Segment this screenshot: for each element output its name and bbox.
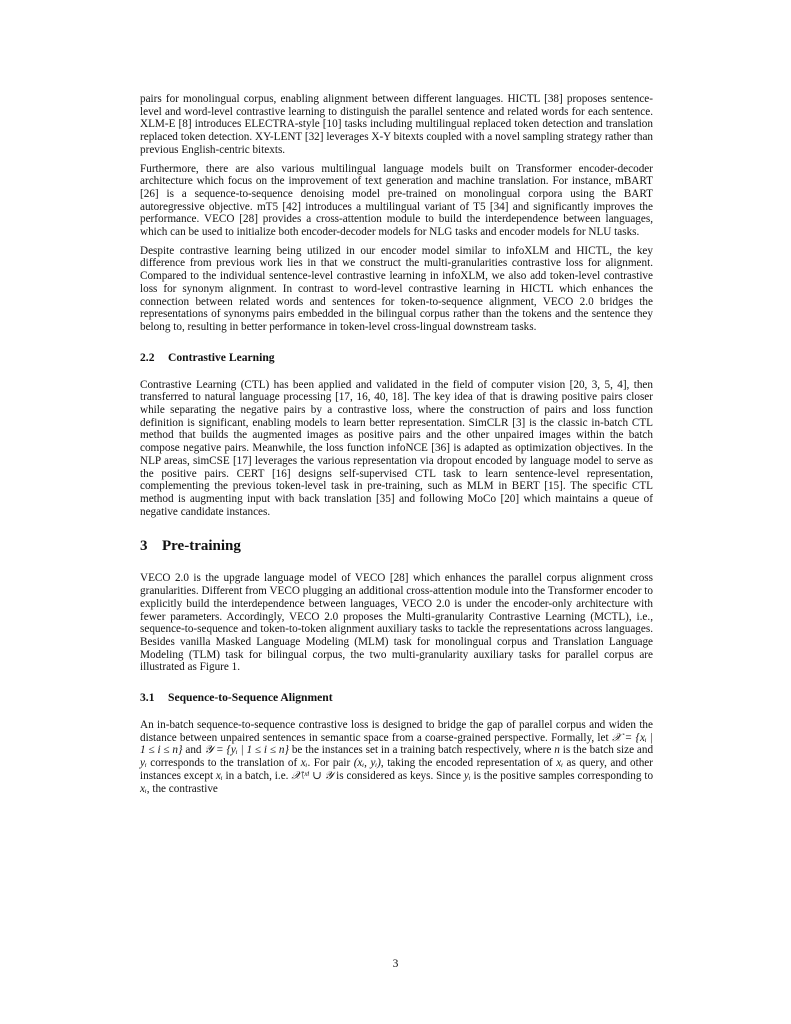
section-3-1-title: Sequence-to-Sequence Alignment [168,691,333,705]
page-number: 3 [392,958,399,970]
math-x-set: 𝒳 = {xᵢ | 1 ≤ i ≤ n} [140,731,653,757]
section-2-2-paragraph: Contrastive Learning (CTL) has been applied and validated in the field of computer vision [20, 3, 5, 4], then transferred to natural language processing [17, 16, 40, 18]. The key idea of that is drawing positive pairs closer while separating the negative pairs by a contrastive loss, where the construction of pairs and loss function definition is significant, enabling models to learn better representation. SimCLR [3] is the classic in-batch CTL method that builds the augmented images as positive pairs and the other unpaired images within the batch compose negative pairs. Meanwhile, the loss function infoNCE [36] is adapted as optimization objectives. In the NLP areas, simCSE [17] leverages the various representation via dropout encoded by language model to serve as the positive pairs. CERT [16] designs self-supervised CTL task to learn sentence-level representation, complementing the previous token-level task in pre-training, such as MLM in BERT [15]. The specific CTL method is augmenting input with back translation [35] and following MoCo [20] which maintains a queue of negative candidate instances. [140,378,653,518]
s31-text-6: , taking the encoded representation of [380,757,553,770]
s31-text-10: is the positive samples corresponding to [473,769,654,782]
section-3-paragraph: VECO 2.0 is the upgrade language model of VECO [28] which enhances the parallel corpus alignment cross granularities. Different from VECO plugging an additional cross-attention module into the Transformer encoder to explicitly build the interdependence between languages, VECO 2.0 is under the encoder-only architecture with fewer parameters. Accordingly, VECO 2.0 proposes the Multi-granularity Contrastive Learning (MCTL), i.e., sequence-to-sequence and token-to-token alignment auxiliary tasks to tackle the representations across languages. Besides vanilla Masked Language Modeling (MLM) task for monolingual corpus and Translation Language Modeling (TLM) task for bilingual corpus, the two multi-granularity auxiliary tasks for parallel corpus are illustrated as Figure 1. [140,572,653,674]
math-yi: yᵢ [140,757,147,770]
math-keys: 𝒳\ˣⁱ ∪ 𝒴 [291,769,334,782]
s31-text-9: is considered as keys. Since [336,769,461,782]
section-3-1-number: 3.1 [140,691,155,705]
intro-paragraph-3: Despite contrastive learning being utilized in our encoder model similar to infoXLM and HICTL, the key difference from previous work lies in that we construct the multi-granularities contrastive loss for alignment. Compared to the individual sentence-level contrastive learning in infoXLM, we also add token-level contrastive loss for synonym alignment. In contrast to word-level contrastive learning in HICTL which enhances the connection between related words and sentences for token-to-sequence alignment, VECO 2.0 bridges the representations of synonyms pairs embedded in the bilingual corpus rather than the tokens and the sentence they belong to, resulting in better performance in token-level cross-lingual downstream tasks. [140,244,653,333]
s31-and: and [185,744,202,757]
math-xi-2: xᵢ [556,757,564,770]
s31-text-4: corresponds to the translation of [150,757,298,770]
s31-text-8: in a batch, i.e. [225,769,289,782]
s31-text-2: be the instances set in a training batch respectively, where [291,744,552,757]
section-3-title: Pre-training [162,538,241,555]
math-pair: (xᵢ, yᵢ) [353,757,381,770]
math-y-set: 𝒴 = {yᵢ | 1 ≤ i ≤ n} [204,744,289,757]
section-2-2-title: Contrastive Learning [168,350,275,364]
math-xi: xᵢ [300,757,308,770]
intro-paragraph-2: Furthermore, there are also various multilingual language models built on Transformer encoder-decoder architecture which focus on the improvement of text generation and machine translation. For instance, mBART [26] is a sequence-to-sequence denoising model pre-trained on monolingual corpora using the BART autoregressive objective. mT5 [42] introduces a multilingual variant of T5 [34] and significantly improves the performance. VECO [28] provides a cross-attention module to build the interdependence between languages, which can be used to initialize both encoder-decoder models for NLG tasks and encoder models for NLU tasks. [140,162,653,239]
intro-paragraph-1: pairs for monolingual corpus, enabling alignment between different languages. HICTL [38] proposes sentence-level and word-level contrastive learning to distinguish the parallel sentence and related words for each sentence. XLM-E [8] introduces ELECTRA-style [10] tasks including multilingual replaced token detection and translation replaced token detection. XY-LENT [32] leverages X-Y bitexts coupled with a novel sampling strategy rather than previous English-centric bitexts. [140,93,653,156]
math-xi-3: xᵢ [215,769,223,782]
section-3-heading [140,538,653,555]
section-2-2-number: 2.2 [140,350,155,364]
s31-text-3: is the batch size and [562,744,654,757]
s31-text-11: , the contrastive [146,782,218,795]
s31-text-7: as query, and other instances except [140,757,654,782]
section-3-1-heading [140,691,653,704]
math-n: n [554,744,560,757]
math-yi-2: yᵢ [463,769,471,782]
section-3-number: 3 [140,538,148,555]
section-3-1-paragraph [140,719,653,795]
section-2-2-heading [140,351,653,364]
math-xi-4: xᵢ [140,782,147,795]
s31-text-5: . For pair [307,757,351,770]
paper-page [140,93,653,801]
s31-text-1: An in-batch sequence-to-sequence contrastive loss is designed to bridge the gap of parallel corpus and widen the distance between unpaired sentences in semantic space from a coarse-grained perspective. Formally, let [140,719,653,744]
